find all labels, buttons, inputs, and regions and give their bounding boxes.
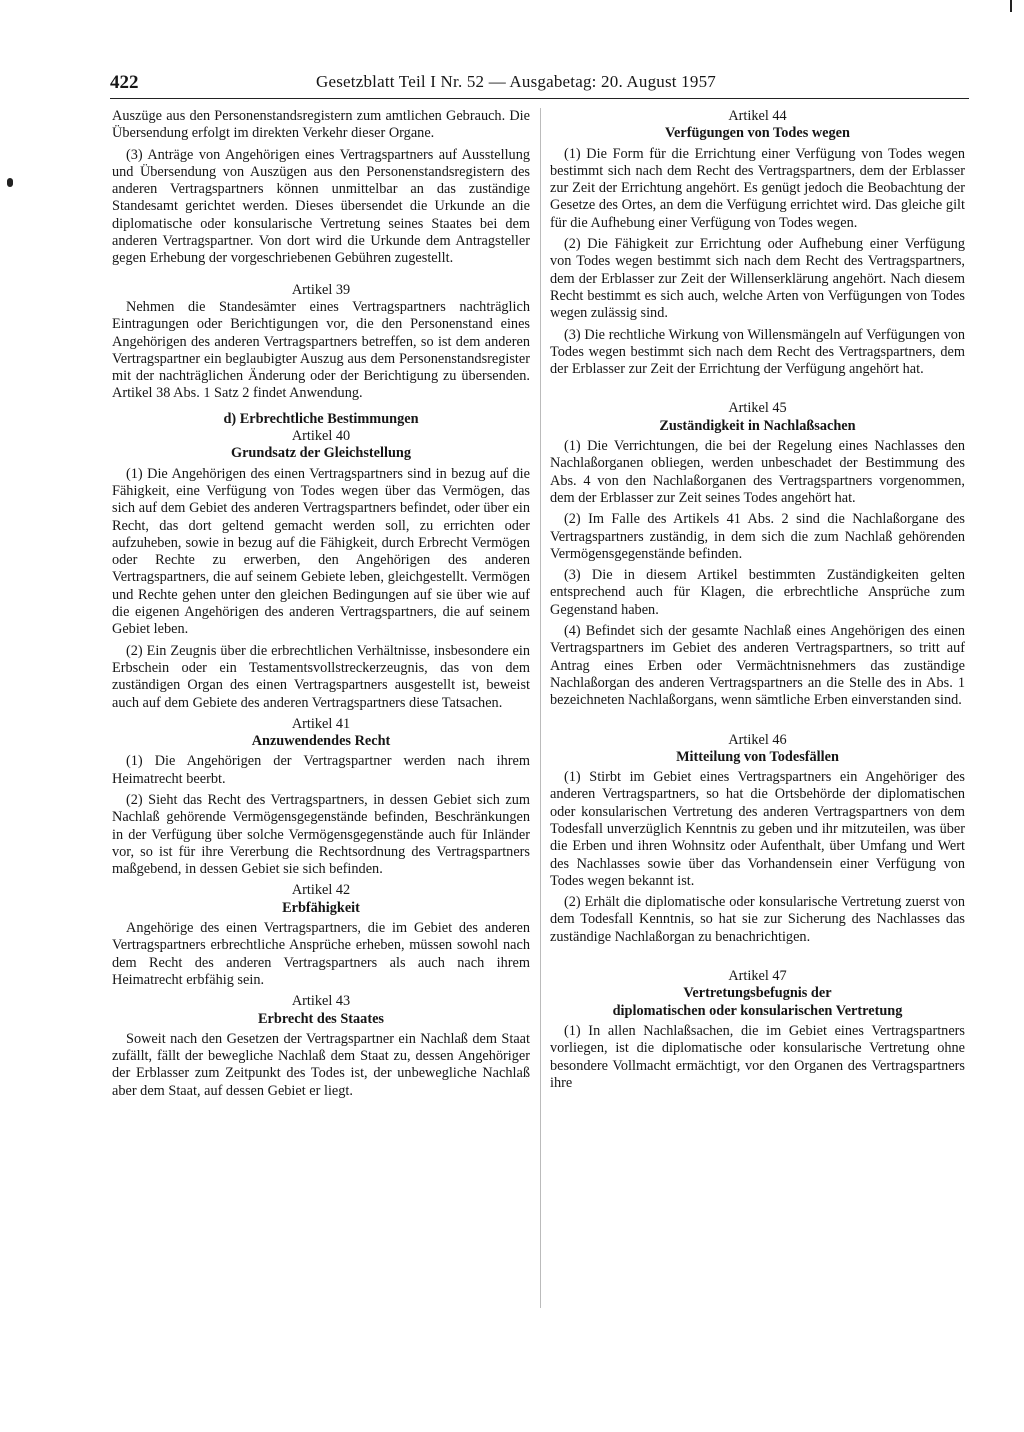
article-heading: Grundsatz der Gleichstellung xyxy=(230,445,412,462)
article-title: Artikel 47 xyxy=(728,968,787,985)
article-title: Artikel 41 xyxy=(291,715,351,732)
article-title: Artikel 42 xyxy=(291,882,351,899)
paragraph: (1) Die Angehörigen der Vertragspartner werden nach ihrem Heimatrecht beerbt. xyxy=(112,753,530,787)
column-divider xyxy=(540,108,541,1308)
margin-dot xyxy=(7,178,13,187)
paragraph: (2) Ein Zeugnis über die erbrechtlichen Verhältnisse, insbesondere ein Erbschein oder ein Testamentsvollstreckerzeugnis, das von dem zuständigen Organ des einen Vertragspartners ausgestellt ist, beweist auch auf dem Gebiete des anderen Vertragspartners diese Tatsachen. xyxy=(112,642,530,711)
article-title: Artikel 39 xyxy=(291,281,351,298)
page-header xyxy=(110,68,969,99)
article-heading: Anzuwendendes Recht xyxy=(251,733,391,750)
article-title: Artikel 43 xyxy=(291,993,351,1010)
article-heading: Mitteilung von Todesfällen xyxy=(676,748,839,765)
paragraph: (2) Im Falle des Artikels 41 Abs. 2 sind die Nachlaßorgane des Vertragspartners zuständig, in dem sich die zum Nachlaß gehörenden Vermögensgegenstände befinden. xyxy=(550,511,965,562)
article-heading: Erbfähigkeit xyxy=(282,899,360,916)
paragraph: (1) Die Form für die Errichtung einer Verfügung von Todes wegen bestimmt sich nach dem Recht des Vertragspartners, dem der Erblasser zur Zeit der Errichtung angehört. Es genügt jedoch die Beobachtung der Gesetze des Ortes, an dem die Verfügung errichtet wird. Das gleiche gilt für die Aufhebung einer Verfügung von Todes wegen. xyxy=(550,145,965,231)
right-column xyxy=(550,108,965,1096)
paragraph: (3) Die rechtliche Wirkung von Willensmängeln auf Verfügungen von Todes wegen bestimmt sich nach dem Recht des Vertragspartners, dem der Erblasser zur Zeit der Errichtung der Verfügung angehört hat. xyxy=(550,326,965,378)
paragraph: (2) Erhält die diplomatische oder konsularische Vertretung zuerst von dem Todesfall Kenntnis, so hat sie zur Sicherung des Nachlasses das zuständige Nachlaßorgan zu benachrichtigen. xyxy=(550,894,965,945)
paragraph: (1) Stirbt im Gebiet eines Vertragspartners ein Angehöriger des anderen Vertragspartners, so hat die Ortsbehörde der diplomatischen oder konsularischen Vertretung des anderen Vertragspartners von dem Todesfall unverzüglich Kenntnis zu geben und ihr mitzuteilen, was über die Erben und ihren Wohnsitz oder Aufenthalt, über Umfang und Wert des Nachlasses sowie über das Vorhandensein einer Verfügung von Todes wegen bekannt ist. xyxy=(550,769,965,889)
page-number: 422 xyxy=(110,72,139,93)
paragraph: Angehörige des einen Vertragspartners, die im Gebiet des anderen Vertragspartners erbrechtliche Ansprüche erheben, müssen sowohl nach dem Recht des anderen Vertragspartners als auch nach ihrem Heimatrecht erbfähig sein. xyxy=(112,920,530,988)
paragraph: (3) Die in diesem Artikel bestimmten Zuständigkeiten gelten entsprechend auch für Klagen, die erbrechtliche Ansprüche zum Gegenstand haben. xyxy=(550,567,965,618)
paragraph: (1) Die Verrichtungen, die bei der Regelung eines Nachlasses den Nachlaßorganen obliegen, werden unbeschadet der Bestimmung des Abs. 4 von den Nachlaßorganen des Vertragspartners vorgenommen, dem der Erblasser zur Zeit seines Todes angehört hat. xyxy=(550,438,965,506)
paragraph: (4) Befindet sich der gesamte Nachlaß eines Angehörigen des einen Vertragspartners im Gebiet des anderen Vertragspartners, so tritt auf Antrag eines Erben oder Vermächtnisnehmers das zuständige Nachlaßorgan des anderen Vertragspartners an die Stelle des in Abs. 1 bezeichneten Nachlaßorgans, wenn sämtliche Erben einverstanden sind. xyxy=(550,623,965,709)
article-heading: Verfügungen von Todes wegen xyxy=(665,125,850,142)
article-heading: Zuständigkeit in Nachlaßsachen xyxy=(659,417,856,434)
section-heading: d) Erbrechtliche Bestimmungen xyxy=(223,410,419,427)
paragraph: (2) Sieht das Recht des Vertragspartners, in dessen Gebiet sich zum Nachlaß gehörende Vermögensgegenstände befinden, Beschränkungen in der Verfügung über solche Vermögensgegenstände auch für Inländer vor, so ist für ihre Vererbung die Rechtsordnung des Vertragspartners maßgebend, in dessen Gebiet sie sich befinden. xyxy=(112,791,530,878)
paragraph: Soweit nach den Gesetzen der Vertragspartner ein Nachlaß dem Staat zufällt, fällt der bewegliche Nachlaß dem Staat zu, dessen Angehöriger der Erblasser zum Zeitpunkt des Todes ist, der unbewegliche Nachlaß aber dem Staat, auf dessen Gebiet er liegt. xyxy=(112,1030,530,1099)
paragraph: (1) Die Angehörigen des einen Vertragspartners sind in bezug auf die Fähigkeit, eine Verfügung von Todes wegen über das Vermögen, das sich auf dem Gebiet des anderen Vertragspartners befindet, oder über ein Recht, das dort geltend gemacht werden soll, zu errichten oder aufzuheben, sowie in bezug auf die Fähigkeit, durch Erbrecht Vermögen oder Rechte zu erwerben, den Angehörigen des anderen Vertragspartners, die auf seinem Gebiete leben, gleichgestellt. Vermögen und Rechte gehen unter den gleichen Bedingungen auf sie über wie auf die eigenen Angehörigen des anderen Vertragspartners, die auf seinem Gebiet leben. xyxy=(112,465,530,638)
article-title: Artikel 46 xyxy=(728,731,787,748)
article-heading: Vertretungsbefugnis der xyxy=(683,985,832,1002)
article-title: Artikel 45 xyxy=(728,400,787,417)
article-heading: diplomatischen oder konsularischen Vertretung xyxy=(612,1002,903,1019)
paragraph: (2) Die Fähigkeit zur Errichtung oder Aufhebung einer Verfügung von Todes wegen bestimmt sich nach dem Recht des Vertragspartners, dem der Erblasser zur Zeit der Willenserklärung angehört. Nach diesem Recht bestimmt es sich auch, welche Arten von Verfügungen von Todes wegen zulässig sind. xyxy=(550,236,965,322)
corner-mark xyxy=(1010,0,1012,12)
left-column xyxy=(112,108,530,1104)
paragraph: Auszüge aus den Personenstandsregistern zum amtlichen Gebrauch. Die Übersendung erfolgt im direkten Verkehr dieser Organe. xyxy=(112,108,530,142)
article-title: Artikel 44 xyxy=(728,108,787,124)
article-heading: Erbrecht des Staates xyxy=(257,1010,384,1027)
paragraph: Nehmen die Standesämter eines Vertragspartners nachträglich Eintragungen oder Berichtigungen vor, die den Personenstand eines Angehörigen des anderen Vertragspartners betreffen, so ist dem anderen Vertragspartner ein beglaubigter Auszug aus dem Personenstandsregister mit der nachträglichen Änderung oder der Berichtigung zu übersenden. Artikel 38 Abs. 1 Satz 2 findet Anwendung. xyxy=(112,298,530,402)
paragraph: (1) In allen Nachlaßsachen, die im Gebiet eines Vertragspartners vorliegen, ist die diplomatische oder konsularische Vertretung ohne besondere Vollmacht ermächtigt, vor den Organen des Vertragspartners ihre xyxy=(550,1022,965,1091)
paragraph: (3) Anträge von Angehörigen eines Vertragspartners auf Ausstellung und Übersendung von Auszügen aus den Personenstandsregistern des anderen Vertragspartners können unmittelbar an das zuständige Standesamt gerichtet werden. Dieses übersendet die Urkunde an die diplomatische oder konsularische Vertretung seines Staates bei dem anderen Vertragspartner. Von dort wird die Urkunde dem Antragsteller gegen Erhebung der vorgeschriebenen Gebühren zugestellt. xyxy=(112,146,530,267)
article-title: Artikel 40 xyxy=(291,428,351,445)
header-title: Gesetzblatt Teil I Nr. 52 — Ausgabetag: 20. August 1957 xyxy=(316,72,716,91)
